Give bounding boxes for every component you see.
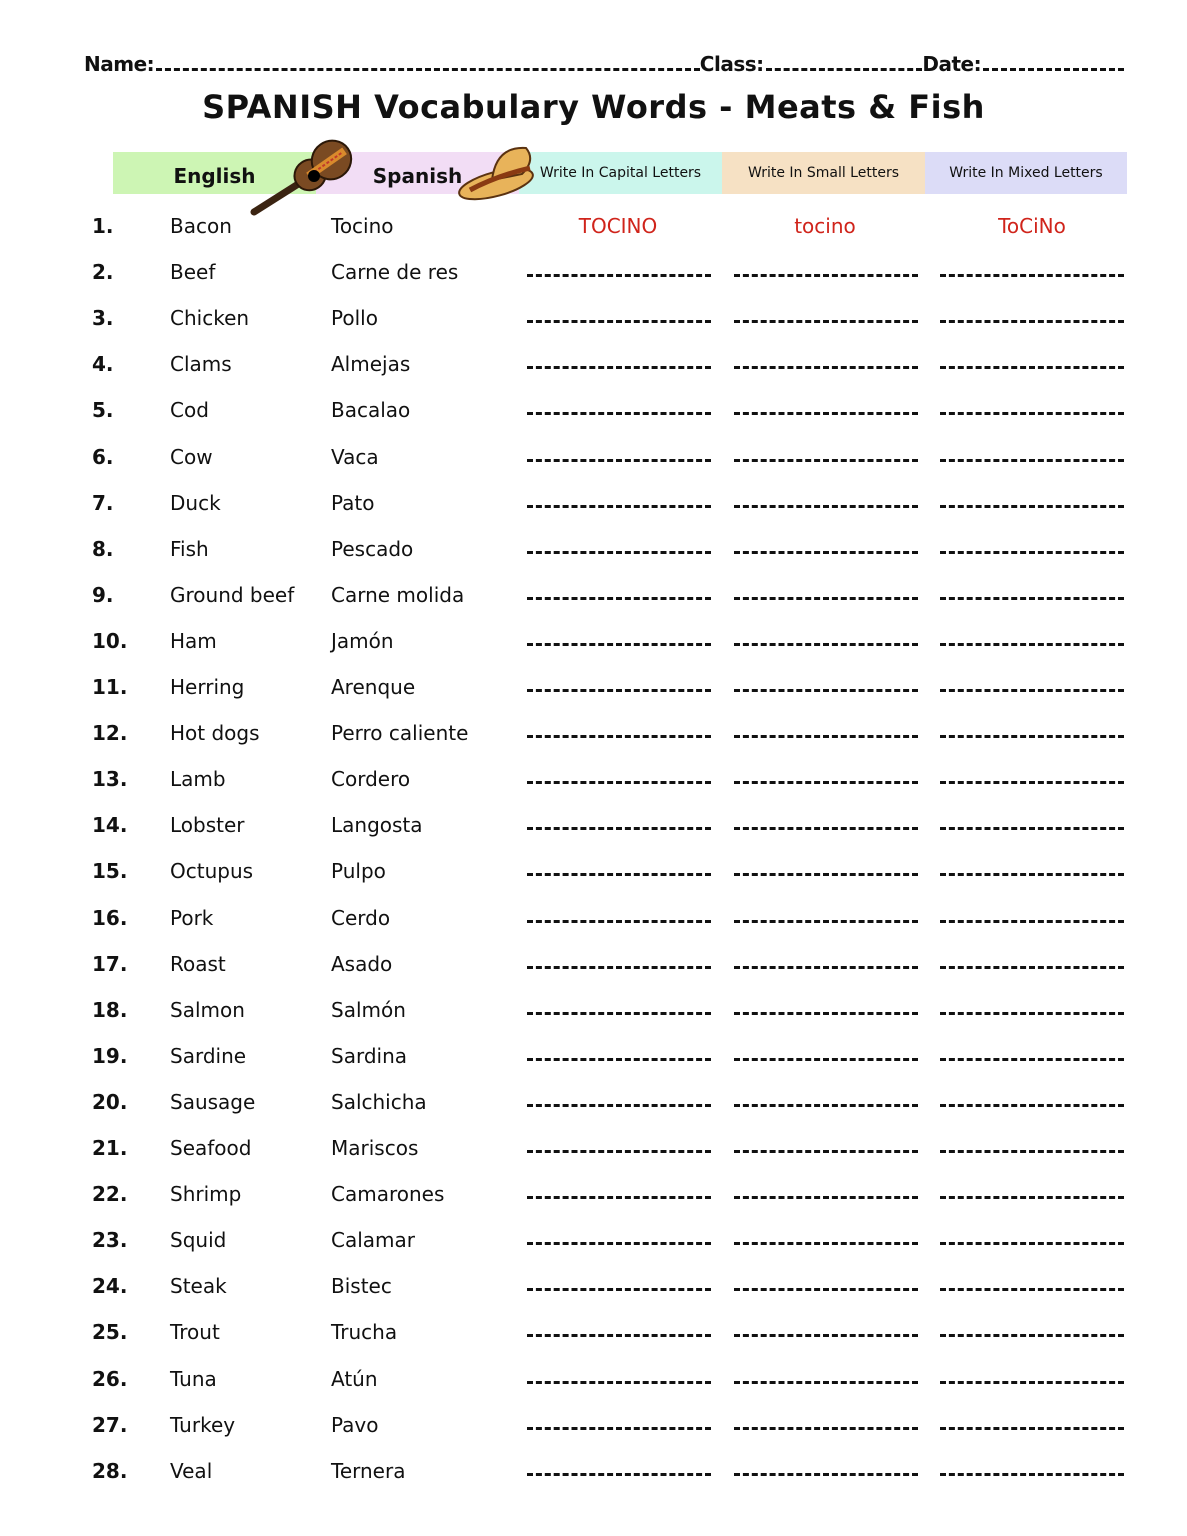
vocab-row [0,859,1187,889]
answer-line-small[interactable] [734,412,918,415]
answer-line-capital[interactable] [527,1242,711,1245]
answer-line-small[interactable] [734,1196,918,1199]
english-word: Salmon [170,998,245,1022]
answer-line-mixed[interactable] [940,1473,1124,1476]
english-word: Turkey [170,1413,236,1437]
item-number: 17. [92,952,128,976]
date-field[interactable] [983,68,1124,71]
answer-line-small[interactable] [734,735,918,738]
answer-line-mixed[interactable] [940,274,1124,277]
spanish-word: Vaca [331,445,379,469]
item-number: 12. [92,721,128,745]
spanish-word: Cerdo [331,906,391,930]
answer-line-small[interactable] [734,873,918,876]
english-word: Seafood [170,1136,252,1160]
english-word: Tuna [170,1367,217,1391]
vocab-row [0,583,1187,613]
english-word: Lamb [170,767,226,791]
spanish-word: Mariscos [331,1136,419,1160]
answer-line-capital[interactable] [527,1196,711,1199]
spanish-word: Pulpo [331,859,386,883]
spanish-word: Salmón [331,998,406,1022]
student-info-header [84,46,1124,76]
answer-line-mixed[interactable] [940,643,1124,646]
answer-line-capital[interactable] [527,505,711,508]
answer-line-mixed[interactable] [940,873,1124,876]
vocab-row [0,952,1187,982]
spanish-word: Tocino [331,214,394,238]
answer-line-capital[interactable] [527,320,711,323]
class-label: Class: [699,52,764,76]
answer-line-mixed[interactable] [940,366,1124,369]
answer-line-mixed[interactable] [940,1334,1124,1337]
vocab-row [0,1413,1187,1443]
spanish-word: Camarones [331,1182,445,1206]
answer-line-capital[interactable] [527,781,711,784]
spanish-word: Bistec [331,1274,392,1298]
answer-line-mixed[interactable] [940,1150,1124,1153]
vocab-row [0,813,1187,843]
answer-line-capital[interactable] [527,689,711,692]
english-word: Sausage [170,1090,256,1114]
spanish-word: Pavo [331,1413,379,1437]
english-word: Trout [170,1320,220,1344]
answer-line-capital[interactable] [527,735,711,738]
answer-line-mixed[interactable] [940,827,1124,830]
item-number: 24. [92,1274,128,1298]
answer-line-small[interactable] [734,827,918,830]
spanish-word: Pollo [331,306,378,330]
english-word: Pork [170,906,214,930]
item-number: 3. [92,306,114,330]
english-word: Lobster [170,813,245,837]
english-word: Chicken [170,306,250,330]
english-word: Octupus [170,859,254,883]
item-number: 7. [92,491,114,515]
vocab-row [0,260,1187,290]
answer-line-mixed[interactable] [940,735,1124,738]
spanish-word: Ternera [331,1459,406,1483]
vocab-row [0,998,1187,1028]
answer-line-mixed[interactable] [940,1058,1124,1061]
item-number: 10. [92,629,128,653]
answer-line-small[interactable] [734,1381,918,1384]
vocab-row [0,445,1187,475]
item-number: 9. [92,583,114,607]
answer-line-capital[interactable] [527,1012,711,1015]
spanish-word: Pato [331,491,375,515]
answer-line-small[interactable] [734,966,918,969]
sombrero-icon [456,140,540,202]
answer-line-capital[interactable] [527,920,711,923]
answer-line-mixed[interactable] [940,1381,1124,1384]
answer-line-capital[interactable] [527,1427,711,1430]
answer-line-mixed[interactable] [940,1427,1124,1430]
answer-line-capital[interactable] [527,551,711,554]
name-field[interactable] [156,68,700,71]
english-word: Fish [170,537,209,561]
item-number: 4. [92,352,114,376]
answer-line-small[interactable] [734,320,918,323]
spanish-word: Bacalao [331,398,411,422]
answer-line-small[interactable] [734,551,918,554]
date-label: Date: [922,52,982,76]
vocab-row [0,352,1187,382]
answer-line-mixed[interactable] [940,920,1124,923]
spanish-word: Sardina [331,1044,408,1068]
column-label: English [173,164,256,188]
answer-line-small[interactable] [734,1473,918,1476]
answer-line-small[interactable] [734,1334,918,1337]
vocab-row [0,721,1187,751]
vocab-row [0,398,1187,428]
answer-line-mixed[interactable] [940,1242,1124,1245]
item-number: 27. [92,1413,128,1437]
item-number: 2. [92,260,114,284]
english-word: Sardine [170,1044,247,1068]
example-small: tocino [794,214,856,238]
column-label: Spanish [372,164,463,188]
spanish-word: Jamón [331,629,394,653]
answer-line-capital[interactable] [527,366,711,369]
item-number: 11. [92,675,128,699]
item-number: 20. [92,1090,128,1114]
english-word: Ham [170,629,217,653]
answer-line-capital[interactable] [527,643,711,646]
answer-line-capital[interactable] [527,412,711,415]
spanish-word: Arenque [331,675,416,699]
answer-line-mixed[interactable] [940,1012,1124,1015]
vocab-row [0,1136,1187,1166]
answer-line-mixed[interactable] [940,459,1124,462]
answer-line-mixed[interactable] [940,551,1124,554]
english-word: Shrimp [170,1182,242,1206]
answer-line-mixed[interactable] [940,689,1124,692]
spanish-word: Asado [331,952,393,976]
column-label: Write In Mixed Letters [949,165,1103,181]
english-word: Herring [170,675,245,699]
answer-line-capital[interactable] [527,1058,711,1061]
answer-line-small[interactable] [734,459,918,462]
item-number: 23. [92,1228,128,1252]
class-field[interactable] [766,68,923,71]
vocab-row [0,1090,1187,1120]
answer-line-small[interactable] [734,781,918,784]
item-number: 8. [92,537,114,561]
spanish-word: Cordero [331,767,411,791]
answer-line-small[interactable] [734,1012,918,1015]
spanish-word: Trucha [331,1320,398,1344]
answer-line-small[interactable] [734,274,918,277]
answer-line-mixed[interactable] [940,412,1124,415]
english-word: Squid [170,1228,227,1252]
answer-line-small[interactable] [734,1288,918,1291]
example-capital: TOCINO [578,214,658,238]
answer-line-small[interactable] [734,1242,918,1245]
answer-line-capital[interactable] [527,1150,711,1153]
answer-line-small[interactable] [734,366,918,369]
spanish-word: Carne de res [331,260,459,284]
page-title: SPANISH Vocabulary Words - Meats & Fish [202,88,985,126]
item-number: 13. [92,767,128,791]
answer-line-capital[interactable] [527,459,711,462]
answer-line-small[interactable] [734,1427,918,1430]
answer-line-small[interactable] [734,597,918,600]
column-header-capital [519,152,722,194]
answer-line-capital[interactable] [527,1104,711,1107]
vocab-row [0,675,1187,705]
answer-line-mixed[interactable] [940,1288,1124,1291]
spanish-word: Atún [331,1367,378,1391]
answer-line-mixed[interactable] [940,1104,1124,1107]
english-word: Ground beef [170,583,295,607]
vocab-row [0,1459,1187,1489]
item-number: 16. [92,906,128,930]
item-number: 28. [92,1459,128,1483]
answer-line-small[interactable] [734,689,918,692]
answer-line-mixed[interactable] [940,781,1124,784]
english-word: Steak [170,1274,227,1298]
answer-line-capital[interactable] [527,1473,711,1476]
answer-line-small[interactable] [734,505,918,508]
vocab-row [0,1182,1187,1212]
item-number: 19. [92,1044,128,1068]
english-word: Cow [170,445,213,469]
english-word: Hot dogs [170,721,260,745]
vocab-row [0,491,1187,521]
answer-line-mixed[interactable] [940,966,1124,969]
answer-line-capital[interactable] [527,873,711,876]
spanish-word: Perro caliente [331,721,469,745]
vocab-row [0,1044,1187,1074]
answer-line-capital[interactable] [527,1334,711,1337]
spanish-word: Pescado [331,537,414,561]
english-word: Duck [170,491,221,515]
vocab-row [0,1274,1187,1304]
english-word: Roast [170,952,226,976]
name-label: Name: [84,52,155,76]
spanish-word: Carne molida [331,583,465,607]
english-word: Cod [170,398,209,422]
vocab-row [0,1367,1187,1397]
item-number: 1. [92,214,114,238]
guitar-icon [248,138,358,220]
item-number: 22. [92,1182,128,1206]
item-number: 5. [92,398,114,422]
english-word: Bacon [170,214,232,238]
answer-line-small[interactable] [734,920,918,923]
answer-line-small[interactable] [734,1058,918,1061]
english-word: Beef [170,260,216,284]
example-mixed: ToCiNo [998,214,1066,238]
spanish-word: Almejas [331,352,411,376]
vocab-row [0,1228,1187,1258]
item-number: 25. [92,1320,128,1344]
vocab-row [0,906,1187,936]
answer-line-capital[interactable] [527,274,711,277]
answer-line-mixed[interactable] [940,597,1124,600]
english-word: Clams [170,352,232,376]
item-number: 15. [92,859,128,883]
vocab-row [0,767,1187,797]
item-number: 21. [92,1136,128,1160]
item-number: 14. [92,813,128,837]
item-number: 18. [92,998,128,1022]
answer-line-small[interactable] [734,1150,918,1153]
item-number: 26. [92,1367,128,1391]
answer-line-capital[interactable] [527,597,711,600]
english-word: Veal [170,1459,213,1483]
column-header-small [722,152,925,194]
column-label: Write In Small Letters [747,165,899,181]
answer-line-capital[interactable] [527,966,711,969]
vocab-row [0,306,1187,336]
answer-line-mixed[interactable] [940,505,1124,508]
vocab-row [0,214,1187,244]
answer-line-mixed[interactable] [940,1196,1124,1199]
answer-line-mixed[interactable] [940,320,1124,323]
column-label: Write In Capital Letters [539,165,702,181]
vocab-row [0,537,1187,567]
answer-line-capital[interactable] [527,1288,711,1291]
answer-line-small[interactable] [734,643,918,646]
answer-line-capital[interactable] [527,1381,711,1384]
answer-line-capital[interactable] [527,827,711,830]
spanish-word: Salchicha [331,1090,427,1114]
spanish-word: Calamar [331,1228,415,1252]
vocab-row [0,629,1187,659]
answer-line-small[interactable] [734,1104,918,1107]
vocab-row [0,1320,1187,1350]
spanish-word: Langosta [331,813,423,837]
item-number: 6. [92,445,114,469]
column-header-mixed [925,152,1127,194]
